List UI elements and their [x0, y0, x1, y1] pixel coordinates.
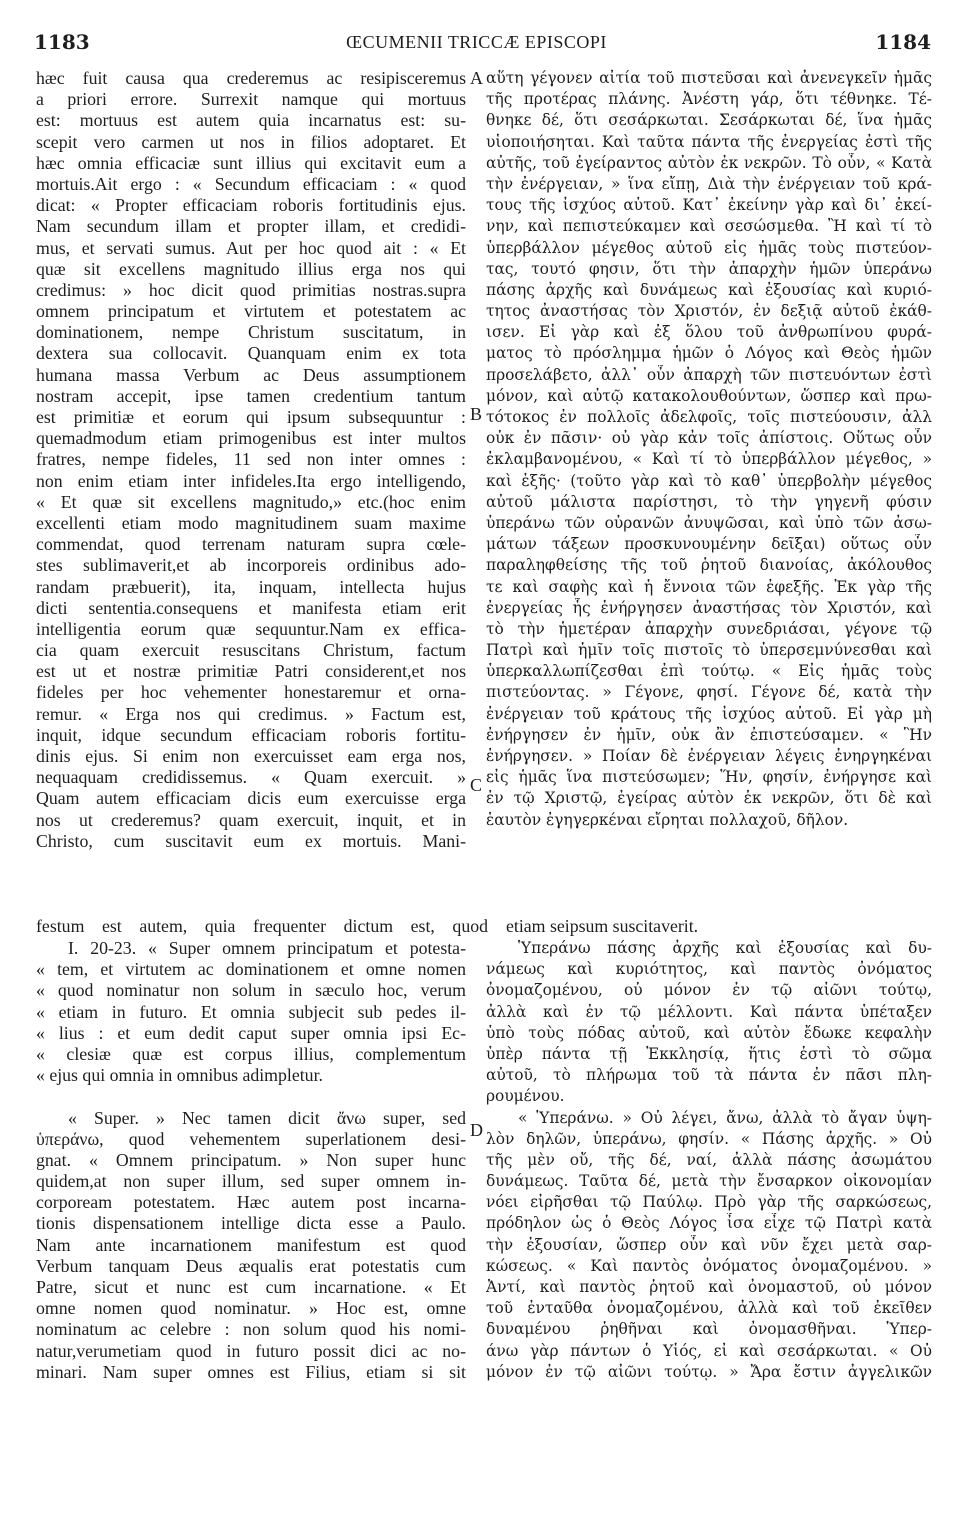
text-line: πιστεύοντας. » Γέγονε, φησί. Γέγονε δέ, κατὰ τὴν [486, 683, 932, 702]
text-line: παραληφθείσης τῆς τοῦ ῥητοῦ διανοίας, ἀκόλουθος [486, 556, 932, 575]
text-line: dextera sua collocavit. Quanquam enim ex tota [36, 343, 466, 364]
text-line: dicti sententia.consequens et manifesta etiam erit [36, 597, 466, 618]
page-number-right: 1184 [875, 30, 931, 54]
text-line: τῆς προτέρας πλάνης. Ἀνέστη γάρ, ὅτι τέθνηκε. Τέ- [486, 90, 932, 109]
text-line: randam præbuerit), ita, inquam, intellecta hujus [36, 576, 466, 597]
text-line: ἐνήργησεν ἐν ἡμῖν, οὐκ ἂν ἐπιστεύσαμεν. « Ἣν [486, 725, 932, 744]
bridging-line-continuation: etiam seipsum suscitaverit. [506, 916, 699, 936]
text-line: dinis ejus. Si enim non exercuisset eam erga nos, [36, 746, 466, 766]
text-line: εἰς ἡμᾶς ἵνα πιστεύσωμεν; Ἥν, φησίν, ἐνήργησε καὶ [486, 768, 932, 787]
text-line: Quam autem efficaciam dicis eum exercuisse erga [36, 788, 466, 809]
text-line: τὸ τὴν ἡμετέραν ἀπαρχὴν συνεδριάσαι, γέγονε τῷ [486, 619, 932, 638]
text-line: fideles per hoc vehementer honestaremur et orna- [36, 682, 466, 703]
text-line: stes sublimaverit,et ab incorporeis ordinibus ado- [36, 555, 466, 576]
text-line: τητος ἀναστήσας τὸν Χριστόν, ἐν δεξιᾷ αὐτοῦ ἐκάθ- [486, 302, 932, 321]
text-line: non enim etiam inter infideles.Ita ergo intelligendo, [36, 470, 466, 491]
text-line: αὐτοῦ, τὸ πλήρωμα τοῦ τὰ πάντα ἐν πᾶσι πλη- [486, 1066, 932, 1085]
text-line: inquit, idque secundum efficaciam roboris fortitu- [36, 724, 466, 745]
bridging-line [36, 916, 932, 938]
text-line: corpoream potestatem. Hæc autem post incarna- [36, 1192, 466, 1213]
text-line: λὸν δηλῶν, ὑπεράνω, φησίν. « Πάσης ἀρχῆς. » Οὐ [486, 1129, 932, 1148]
text-line: τῆς μὲν οὔ, τῆς δέ, ναί, ἀλλὰ πάσης ἀσωμάτου [486, 1150, 932, 1169]
text-line: est ut et nostræ primitiæ Patri considerent,et nos [36, 661, 466, 682]
page-title: ŒCUMENII TRICCÆ EPISCOPI [346, 32, 607, 52]
text-line: gnat. « Omnem principatum. » Non super hunc [36, 1149, 466, 1170]
text-line: ἐκλαμβανομένου, « Καὶ τί τὸ ὑπερβάλλον μέγεθος, » [486, 450, 932, 469]
text-line: τοῦ ἐνταῦθα ὀνομαζομένου, ἀλλὰ καὶ τοῦ ἐκεῖθεν [486, 1299, 932, 1318]
text-line: δυνάμεως. Ταῦτα δέ, μετὰ τὴν ἔνσαρκον οἰκονομίαν [486, 1172, 932, 1191]
text-line: ὑπεράνω, quod vehementem superlationem desi- [36, 1128, 466, 1149]
section-marker-a: A [470, 68, 483, 88]
text-line: quæ sit excellens magnitudo illius erga nos qui [36, 258, 466, 279]
text-line: ἐνήργησεν. » Ποίαν δὲ ἐνέργειαν λέγεις ἐνηργηκέναι [486, 747, 932, 765]
text-line: fratres, nempe fideles, 11 sed non inter omnes : [36, 449, 466, 470]
text-line: humana massa Verbum ac Deus assumptionem [36, 364, 466, 385]
text-line: quidem,at non super illum, sed super omnem in- [36, 1171, 466, 1192]
text-line: άνω γὰρ πάντων ὁ Υἱός, εἰ καὶ σεσάρκωται. « Οὐ [486, 1341, 932, 1360]
text-line: τους τῆς ἰσχύος αὐτοῦ. Κατ᾽ ἐκείνην γὰρ καὶ δι᾽ ἐκεί- [486, 196, 932, 215]
text-line: commendat, quod terrenam naturam supra cœle- [36, 534, 466, 555]
text-line: dominationem, nempe Christum suscitatum, in [36, 322, 466, 343]
text-line: αὐτοῦ μάλιστα παρίστησι, τὸ τὴν γηγενῆ φύσιν [486, 492, 932, 511]
text-line: θνηκε δέ, ὅτι σεσάρκωται. Σεσάρκωται δέ, ἵνα ἡμᾶς [486, 111, 932, 130]
text-line: ισεν. Εἰ γὰρ καὶ ἐξ ὅλου τοῦ ἀνθρωπίνου φυρά- [486, 323, 932, 342]
text-line: « lius : et eum dedit caput super omnia ipsi Ec- [36, 1022, 466, 1043]
text-line: est: mortuus est autem quia incarnatus est: su- [36, 110, 466, 131]
page-number-left: 1183 [34, 30, 90, 54]
bridging-line-latin: festum est autem, quia frequenter dictum est, quod [36, 916, 488, 936]
text-line: ἐνεργείας ἧς ἐνήργησεν ἀναστήσας τὸν Χριστόν, καὶ [486, 598, 932, 617]
text-line: hæc omnia efficaciæ sunt illius qui excitavit eum a [36, 152, 466, 173]
text-line: ὑπὲρ πάντα τῇ Ἐκκλησίᾳ, ἥτις ἐστὶ τὸ σῶμα [486, 1044, 932, 1063]
text-line: omne nomen quod nominatur. » Hoc est, omne [36, 1298, 466, 1319]
text-line: νην, καὶ πεπιστεύκαμεν καὶ σεσώσμεθα. Ἢ καὶ τί τὸ [486, 217, 932, 236]
text-line: τότοκος ἐν πολλοῖς ἀδελφοῖς, τοῖς πιστεύουσιν, ἀλλ [486, 408, 932, 426]
text-line: intelligentia eorum quæ sequuntur.Nam ex effica- [36, 618, 466, 639]
text-line: « Ὑπεράνω. » Οὐ λέγει, ἄνω, ἀλλὰ τὸ ἄγαν ὑψη- [518, 1108, 932, 1127]
text-line: τας, τουτό φησιν, ὅτι τὴν ἀπαρχὴν ἡμῶν ὑπεράνω [486, 259, 932, 278]
text-line: πρόδηλον ὡς ὁ Θεὸς Λόγος ἶσα εἶχε τῷ Πατρὶ κατὰ [486, 1214, 932, 1233]
text-line: αὐτῆς, τοῦ ἐγείραντος αὐτὸν ἐκ νεκρῶν. Τὸ οὖν, « Κατὰ [486, 153, 932, 172]
text-line: dicat: « Propter efficaciam roboris fortitudinis ejus. [36, 195, 466, 216]
latin-column-bottom [36, 938, 466, 1383]
text-line: Ἀντί, καὶ παντὸς ῥητοῦ καὶ ὀνομαστοῦ, οὐ μόνον [486, 1278, 932, 1296]
text-line: « Super. » Nec tamen dicit ἄνω super, sed [68, 1107, 466, 1128]
text-line: Christo, cum suscitavit eum ex mortuis. Mani- [36, 830, 466, 851]
text-line: ὑπὸ τοὺς πόδας αὐτοῦ, καὶ αὐτὸν ἔδωκε κεφαλὴν [486, 1023, 932, 1042]
text-line: tionis dispensationem intellige dicta esse a Paulo. [36, 1213, 466, 1234]
text-line: μόνον, καὶ αὐτῷ κατακολουθούντων, ὥσπερ καὶ πρω- [486, 386, 932, 405]
text-line: δυναμένου ῥηθῆναι καὶ ὀνομασθῆναι. Ὑπερ- [486, 1320, 932, 1339]
text-line: natur,verumetiam quod in futuro possit dici ac no- [36, 1340, 466, 1361]
text-line: « Et quæ sit excellens magnitudo,» etc.(hoc enim [36, 491, 466, 512]
text-line: αὕτη γέγονεν αἰτία τοῦ πιστεῦσαι καὶ ἀνενεγκεῖν ἡμᾶς [486, 69, 932, 87]
text-line: « tem, et virtutem ac dominationem et omne nomen [36, 959, 466, 980]
text-line [36, 1086, 466, 1107]
latin-column-top [36, 68, 466, 852]
section-marker-c: C [470, 775, 483, 795]
text-line: « ejus qui omnia in omnibus adimpletur. [36, 1065, 323, 1086]
text-line: τὴν ἐξουσίαν, ὥσπερ οὖν καὶ νῦν ἔχει μετὰ σαρ- [486, 1235, 932, 1254]
text-line: μόνον ἐν τῷ αἰῶνι τούτῳ. » Ἄρα ἔστιν ἀγγελικῶν [486, 1362, 932, 1381]
text-line: μάτων τάξεων προσκυνουμένην δεῖξαι) οὕτως οὖν [486, 535, 932, 554]
text-line: remur. « Erga nos qui credimus. » Factum est, [36, 703, 466, 724]
text-line: πάσης ἀρχῆς καὶ δυνάμεως καὶ ἐξουσίας καὶ κυριό- [486, 280, 932, 299]
text-line: est primitiæ et eorum qui ipsum subsequuntur : [36, 407, 466, 427]
text-line: προσελάβετο, ἀλλ᾽ οὖν ἀπαρχὴ τῶν πιστευόντων ἐστὶ [486, 365, 932, 384]
text-line: mus, et servati sumus. Aut per hoc quod ait : « Et [36, 237, 466, 258]
text-line: « quod nominatur non solum in sæculo hoc, verum [36, 980, 466, 1001]
text-line: excellenti etiam modo magnitudinem suam maxime [36, 512, 466, 533]
text-line: ὑπεράνω τῶν οὐρανῶν ἀνυψῶσαι, καὶ ὑπὸ τῶν ἀσω- [486, 513, 932, 532]
text-line: minari. Nam super omnes est Filius, etiam si sit [36, 1361, 466, 1382]
running-header [0, 30, 953, 58]
text-line: nequaquam credidissemus. « Quam exercuit. » [36, 767, 466, 788]
text-line: I. 20-23. « Super omnem principatum et potesta- [68, 938, 466, 958]
greek-column-top [486, 68, 932, 831]
text-line: Patre, sicut et nunc est cum incarnatione. « Et [36, 1277, 466, 1297]
text-line: omnem principatum et virtutem et potestatem ac [36, 301, 466, 322]
text-line: Ὑπεράνω πάσης ἀρχῆς καὶ ἐξουσίας καὶ δυ- [518, 939, 932, 957]
text-line: κώσεως. « Καὶ παντὸς ὀνόματος ὀνομαζομένου. » [486, 1256, 932, 1275]
text-line: credimus: » hoc dicit quod primitias nostras.supra [36, 279, 466, 300]
text-line: καὶ ἑξῆς· (τοῦτο γὰρ καὶ τὸ καθ᾽ ὑπερβολὴν μέγεθος [486, 471, 932, 490]
text-line: νόει εἰρῆσθαι τῷ Παύλῳ. Πρὸ γὰρ τῆς σαρκώσεως, [486, 1193, 932, 1212]
text-line: a priori errore. Surrexit namque qui mortuus [36, 89, 466, 110]
text-line: hæc fuit causa qua crederemus ac resipisceremus [36, 68, 466, 88]
text-line: mortuis.Ait ergo : « Secundum efficaciam : « quod [36, 173, 466, 194]
text-line: quemadmodum etiam primogenibus est inter multos [36, 428, 466, 449]
text-line: Nam secundum illam et propter illam, et credidi- [36, 216, 466, 237]
text-line: cia quam exercuit resuscitans Christum, factum [36, 640, 466, 661]
text-line: Verbum tanquam Deus æqualis erat potestatis cum [36, 1255, 466, 1276]
section-marker-d: D [470, 1120, 483, 1140]
text-line: ἐν τῷ Χριστῷ, ἐγείρας αὐτὸν ἐκ νεκρῶν, ὅτι δὲ καὶ [486, 789, 932, 808]
greek-column-bottom [486, 938, 932, 1383]
section-marker-b: B [470, 404, 483, 424]
text-line: οὐκ ἐν πᾶσιν· οὐ γὰρ κἀν τοῖς ἀπίστοις. Οὕτως οὖν [486, 429, 932, 448]
text-line: nos ut crederemus? quam exercuit, inquit, et in [36, 809, 466, 830]
text-line: ἀλλὰ καὶ ἐν τῷ μέλλοντι. Καὶ πάντα ὑπέταξεν [486, 1002, 932, 1021]
text-line: ὑπερκαλλωπίζεσθαι ἐπὶ τούτῳ. « Εἰς ἡμᾶς τοὺς [486, 662, 932, 681]
text-line: « etiam in futuro. Et omnia subjecit sub pedes il- [36, 1001, 466, 1022]
text-line: ἑαυτὸν ἐγηγερκέναι εἴρηται πολλαχοῦ, δῆλον. [486, 810, 849, 829]
text-line: Πατρὶ καὶ ἡμῖν τοῖς πιστοῖς τὸ ὑπερσεμνύνεσθαι καὶ [486, 641, 932, 660]
text-line: « clesiæ quæ est corpus illius, complementum [36, 1043, 466, 1064]
text-line: Nam ante incarnationem manifestum est quod [36, 1234, 466, 1255]
text-line: ὀνομαζομένου, οὐ μόνον ἐν τῷ αἰῶνι τούτῳ, [486, 981, 932, 1000]
text-line: ματος τὸ πρόσλημμα ἡμῶν ὁ Λόγος καὶ Θεὸς ἡμῶν [486, 344, 932, 363]
text-line: nominatum ac celebre : non solum quod his nomi- [36, 1319, 466, 1340]
text-line: τε καὶ σαφὴς καὶ ἡ ἔννοια τῶν ἐφεξῆς. Ἐκ γὰρ τῆς [486, 577, 932, 596]
text-line: νάμεως καὶ κυριότητος, καὶ παντὸς ὀνόματος [486, 960, 932, 979]
text-line: ρουμένου. [486, 1087, 565, 1106]
text-line: nostram accepit, ipse tamen credentium tantum [36, 385, 466, 406]
text-line: υἱοποιήσηται. Καὶ ταῦτα πάντα τῆς ἐνεργείας ἐστὶ τῆς [486, 132, 932, 151]
text-line: ἐνέργειαν τοῦ κράτους τῆς ἰσχύος αὐτοῦ. Εἰ γὰρ μὴ [486, 704, 932, 723]
text-line: ὑπερβάλλον μέγεθος αὐτοῦ εἰς ἡμᾶς τοὺς πιστεύον- [486, 238, 932, 257]
text-line: τὴν ἐνέργειαν, » ἵνα εἴπῃ, Διὰ τὴν ἐνέργειαν τοῦ κρά- [486, 174, 932, 193]
text-line: scepit vero carmen ut nos in filios adoptaret. Et [36, 131, 466, 152]
